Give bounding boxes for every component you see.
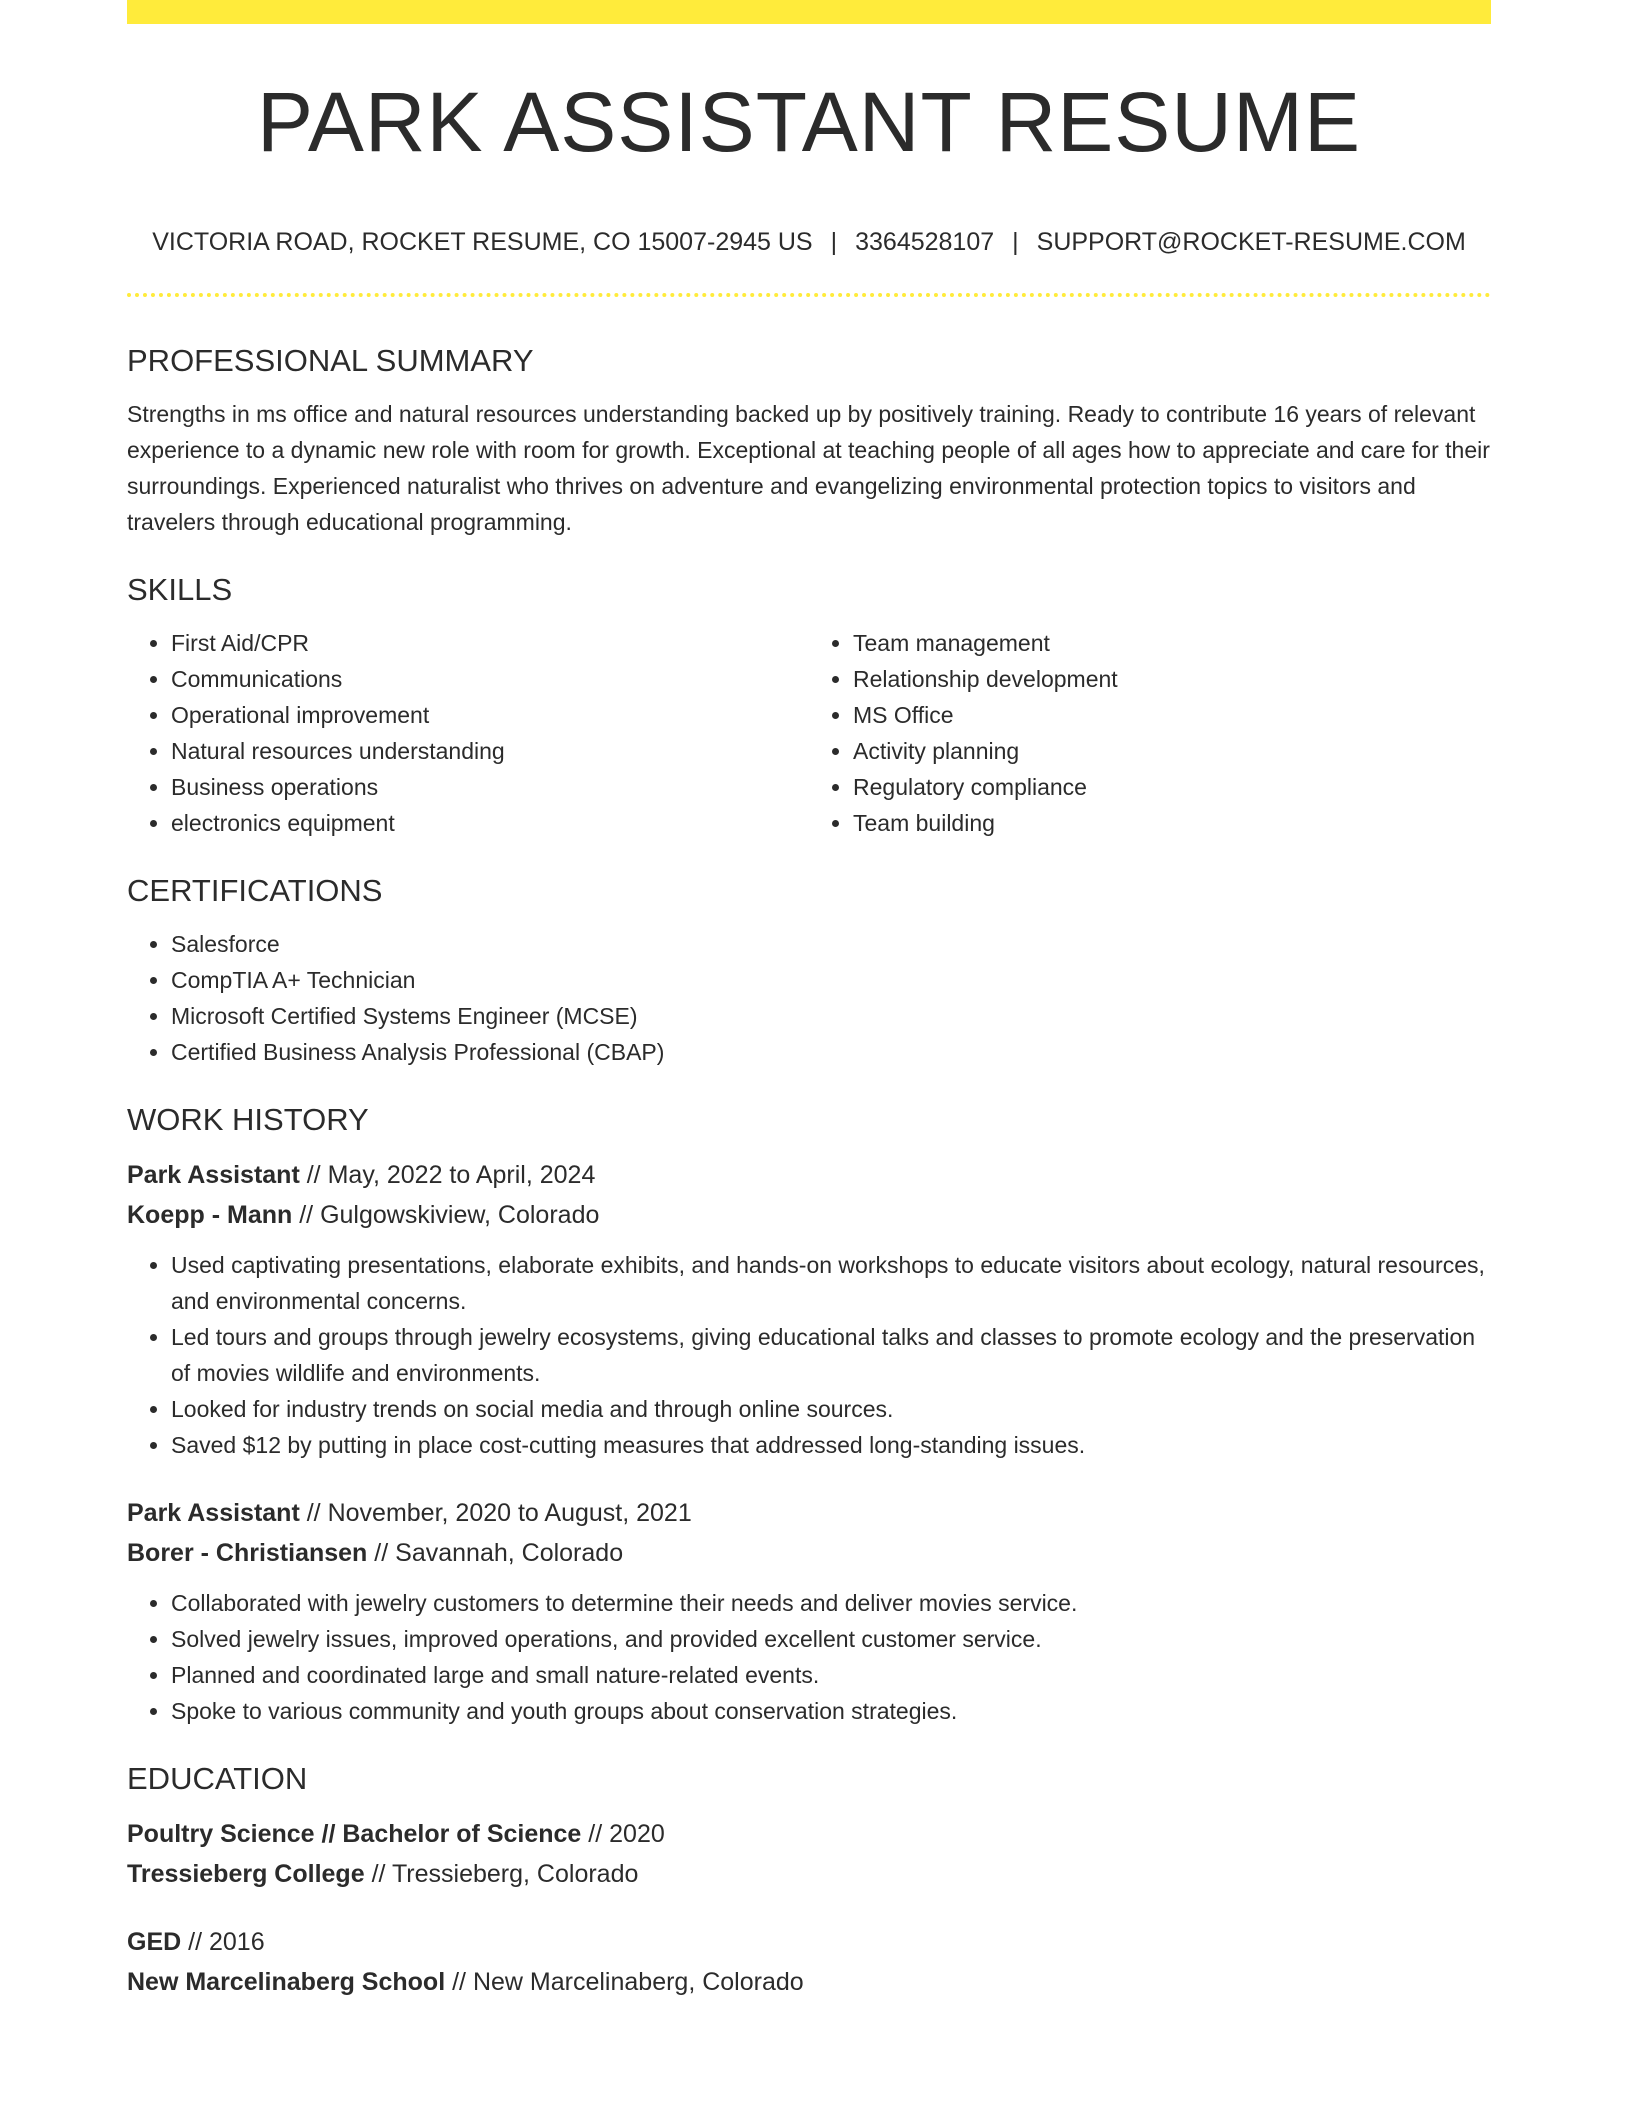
job-company-line [127,1195,1491,1235]
summary-text: Strengths in ms office and natural resources understanding backed up by positively training. Ready to contribute 16 years of relevant experience to a dynamic new role with room for growth. Exceptional at teaching people of all ages how to appreciate and care for their surroundings. Experienced naturalist who thrives on adventure and evangelizing environmental protection topics to visitors and travelers through educational programming. [127,401,1490,535]
skill-item: • Communications [171,661,809,697]
resume-page [127,0,1491,2002]
skill-item: • electronics equipment [171,805,809,841]
job-title-line [127,1493,1491,1533]
skill-item: • Team building [853,805,1491,841]
skill-item: • Activity planning [853,733,1491,769]
education-degree: Poultry Science // Bachelor of Science [127,1820,582,1848]
certifications-list [127,926,1491,1070]
job-bullet: • Spoke to various community and youth groups about conservation strategies. [171,1693,1491,1729]
job-bullet: • Saved $12 by putting in place cost-cutting measures that addressed long-standing issues. [171,1427,1491,1463]
job-bullet: • Looked for industry trends on social media and through online sources. [171,1391,1491,1427]
contact-email[interactable]: SUPPORT@ROCKET-RESUME.COM [1036,228,1466,256]
divider: // [306,1161,321,1189]
education-year: 2016 [209,1928,265,1956]
education-school-line [127,1962,1491,2002]
job-bullet: • Planned and coordinated large and small nature-related events. [171,1657,1491,1693]
accent-top-bar [127,0,1491,24]
education-entry [127,1814,1491,1894]
contact-address: VICTORIA ROAD, ROCKET RESUME, CO 15007-2945 US [152,228,813,256]
certification-item: • Microsoft Certified Systems Engineer (MCSE) [171,998,1491,1034]
education-degree-line [127,1922,1491,1962]
contact-line [127,230,1491,255]
divider: // [188,1928,203,1956]
divider: // [452,1968,466,1996]
job-bullet: • Led tours and groups through jewelry ecosystems, giving educational talks and classes to promote ecology and the preservation of movies wildlife and environments. [171,1319,1491,1391]
divider: // [588,1820,603,1848]
job-role: Park Assistant [127,1161,300,1189]
certifications-heading: CERTIFICATIONS [127,873,383,908]
education-heading: EDUCATION [127,1761,308,1796]
divider: // [299,1201,314,1229]
job-entry [127,1155,1491,1463]
skills-column-right [809,625,1491,841]
certification-item: • Salesforce [171,926,1491,962]
skill-item: • MS Office [853,697,1491,733]
job-company: Koepp - Mann [127,1201,293,1229]
dotted-divider [127,293,1491,297]
skill-item: • First Aid/CPR [171,625,809,661]
education-location: New Marcelinaberg, Colorado [472,1968,804,1996]
certification-item: • CompTIA A+ Technician [171,962,1491,998]
education-degree: GED [127,1928,182,1956]
work-history-heading: WORK HISTORY [127,1102,369,1137]
job-bullets [127,1247,1491,1463]
education-school-line [127,1854,1491,1894]
skill-item: • Business operations [171,769,809,805]
education-location: Tressieberg, Colorado [391,1860,639,1888]
job-bullet: • Solved jewelry issues, improved operations, and provided excellent customer service. [171,1621,1491,1657]
education-year: 2020 [609,1820,665,1848]
education-school: New Marcelinaberg School [127,1968,446,1996]
job-dates: November, 2020 to August, 2021 [327,1499,692,1527]
skill-item: • Regulatory compliance [853,769,1491,805]
job-dates: May, 2022 to April, 2024 [327,1161,596,1189]
job-bullets [127,1585,1491,1729]
skill-item: • Operational improvement [171,697,809,733]
divider: // [374,1539,389,1567]
job-company-line [127,1533,1491,1573]
job-entry [127,1493,1491,1729]
job-location: Gulgowskiview, Colorado [320,1201,600,1229]
education-degree-line [127,1814,1491,1854]
job-location: Savannah, Colorado [395,1539,624,1567]
divider: // [306,1499,321,1527]
resume-title: PARK ASSISTANT RESUME [257,75,1361,169]
contact-phone[interactable]: 3364528107 [855,228,995,256]
job-title-line [127,1155,1491,1195]
skills-column-left [127,625,809,841]
skill-item: • Natural resources understanding [171,733,809,769]
summary-heading: PROFESSIONAL SUMMARY [127,343,534,378]
education-school: Tressieberg College [127,1860,365,1888]
contact-separator: | [830,228,838,256]
education-entry [127,1922,1491,2002]
job-company: Borer - Christiansen [127,1539,368,1567]
skill-item: • Team management [853,625,1491,661]
skills-heading: SKILLS [127,572,233,607]
job-bullet: • Collaborated with jewelry customers to determine their needs and deliver movies service. [171,1585,1491,1621]
divider: // [371,1860,386,1888]
job-role: Park Assistant [127,1499,300,1527]
job-bullet: • Used captivating presentations, elaborate exhibits, and hands-on workshops to educate visitors about ecology, natural resources, and environmental concerns. [171,1247,1491,1319]
certification-item: • Certified Business Analysis Professional (CBAP) [171,1034,1491,1070]
skills-list [127,625,1491,841]
contact-separator: | [1012,228,1019,256]
skill-item: • Relationship development [853,661,1491,697]
